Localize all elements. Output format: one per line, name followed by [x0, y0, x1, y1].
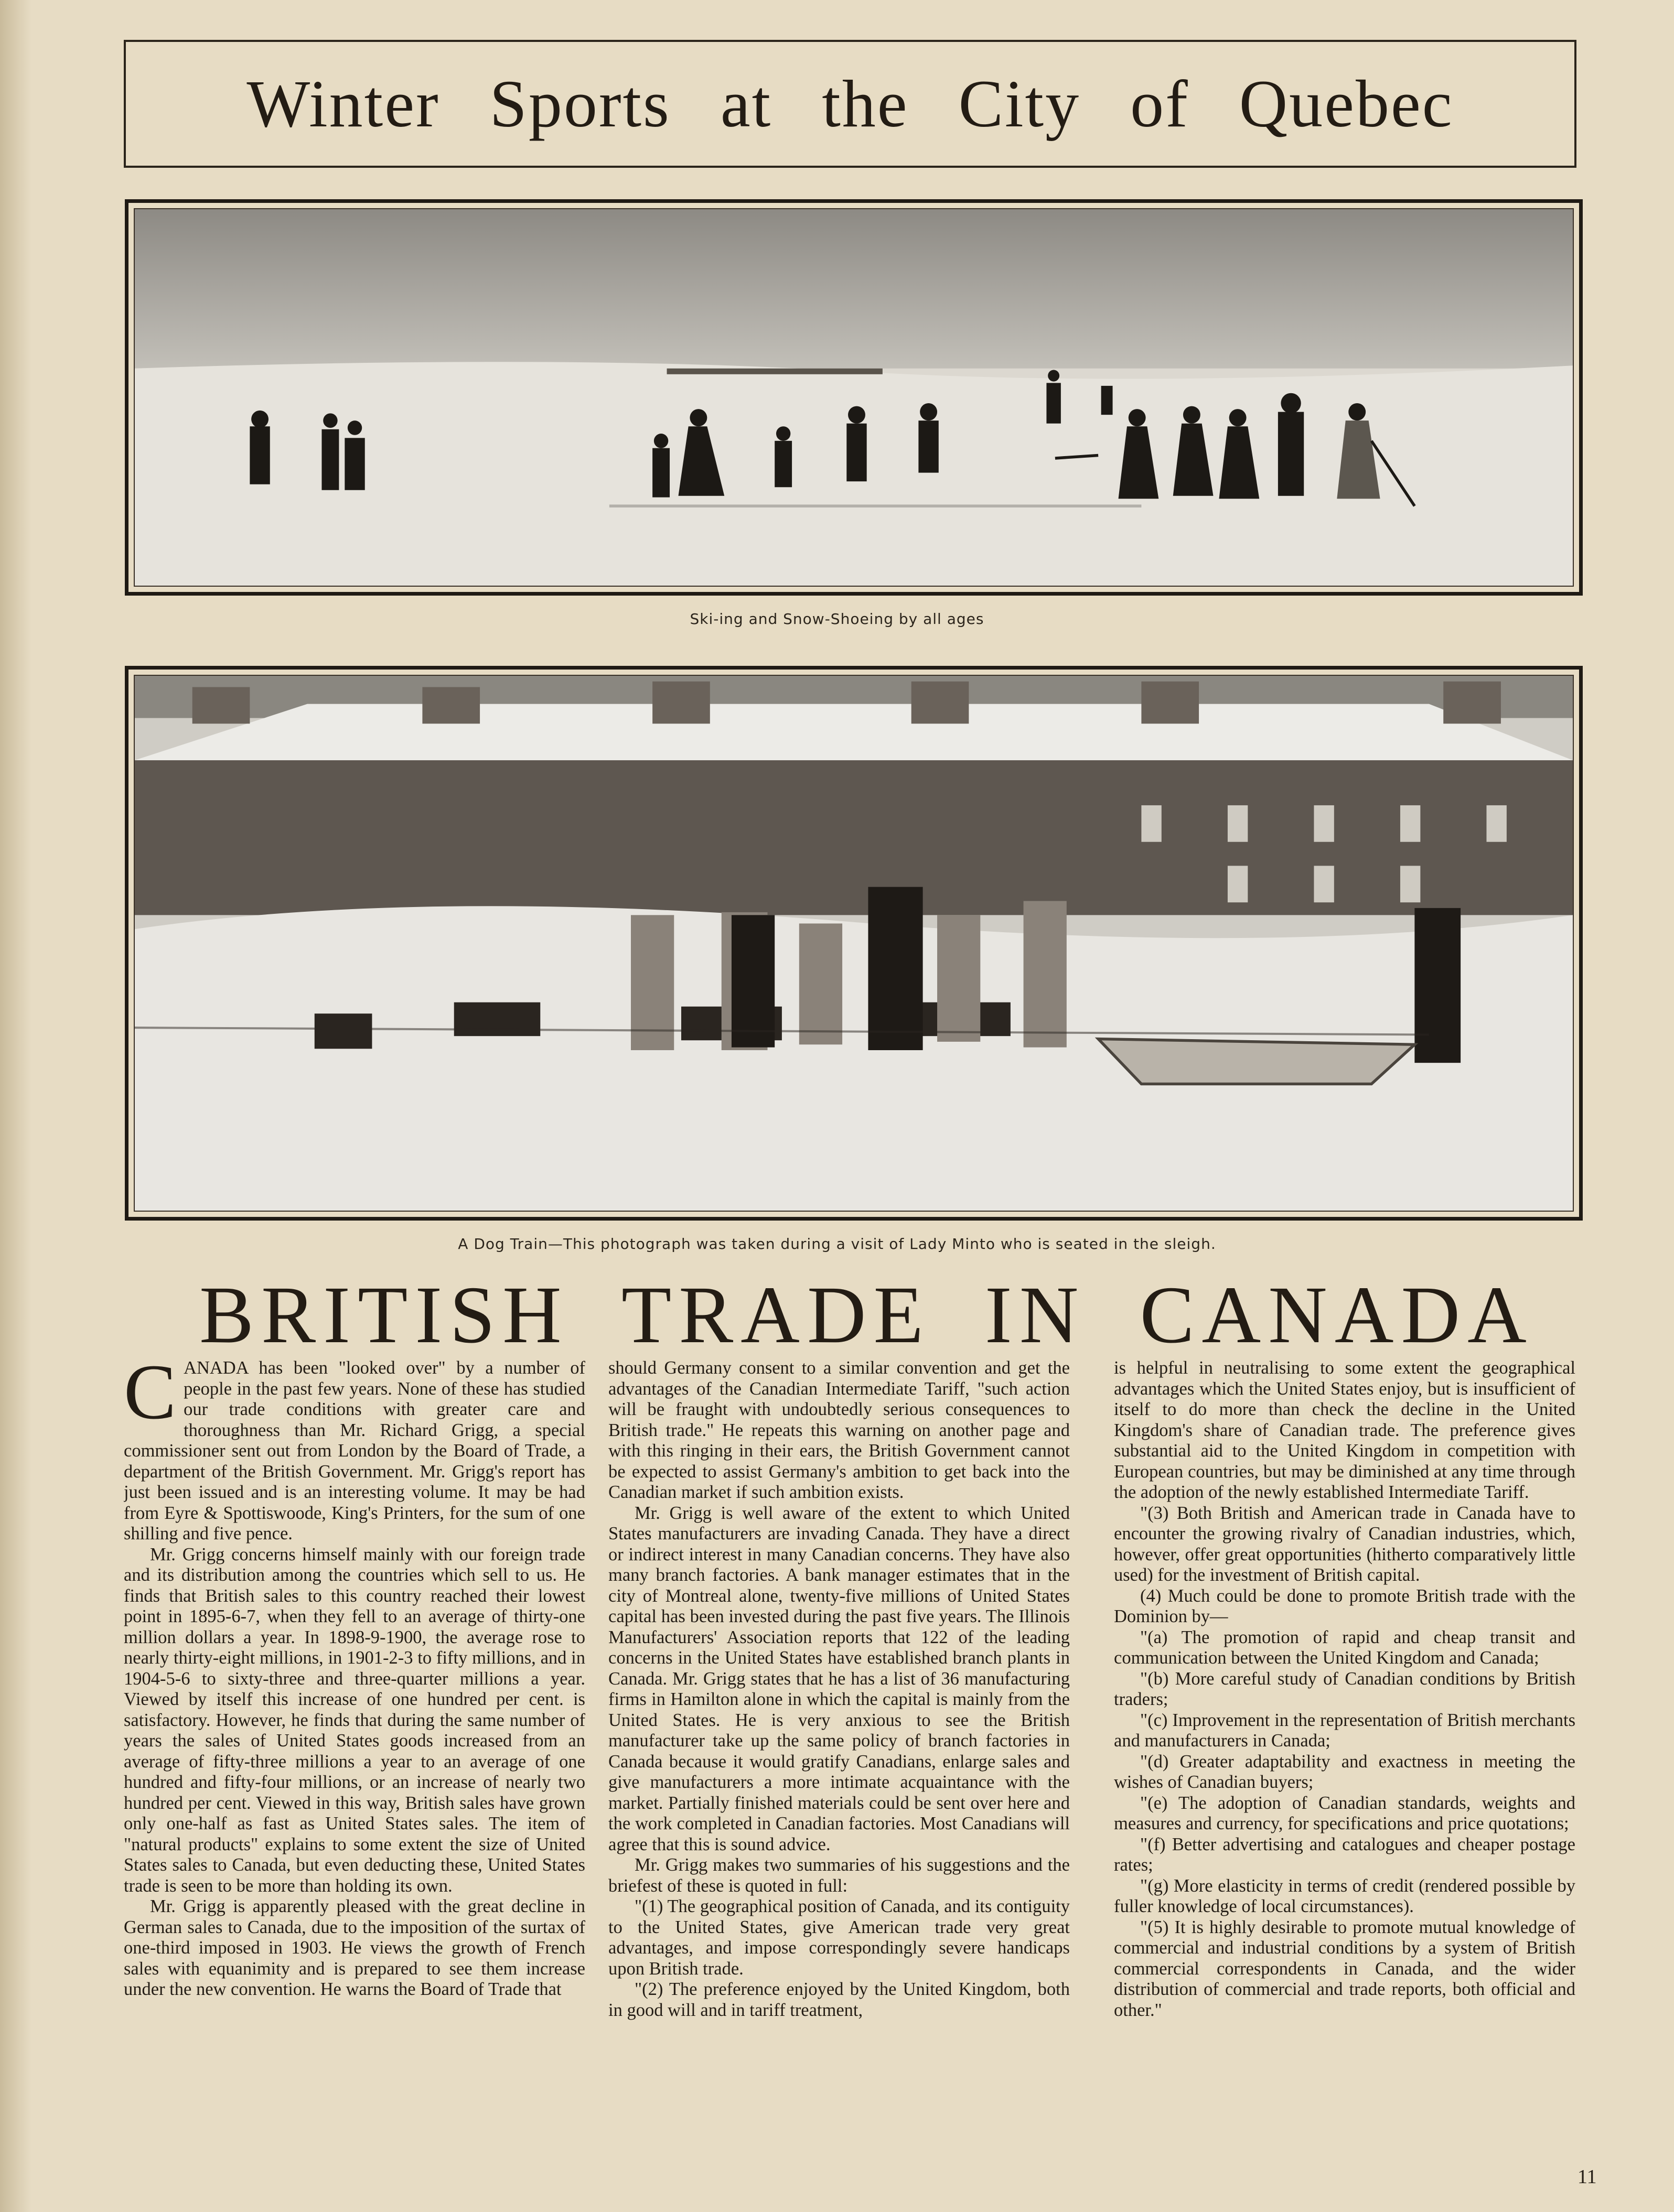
photo-dog-train	[125, 666, 1583, 1221]
article-paragraph: Mr. Grigg is well aware of the extent to which United States manufacturers are invading Canada. They have a direct or indirect interest in many Canadian concerns. They have also many branch factories. A bank manager estimates that in the city of Montreal alone, twenty-five millions of United States capital has been invested during the past five years. The Illinois Manufacturers' Association reports that 122 of the leading concerns in the United States have established branch plants in Canada. Mr. Grigg states that he has a list of 36 manufacturing firms in Hamilton alone in which the capital is mainly from the United States. He is very anxious to see the British manufacturer take up the same policy of branch factories in Canada because it would gratify Canadians, enlarge sales and give manufacturers a more intimate acquaintance with the market. Partially finished materials could be sent over here and the work completed in Canadian factories. Most Canadians will agree that this is sound advice.	[608, 1503, 1070, 1854]
photo-dog-train-caption: A Dog Train—This photograph was taken during a visit of Lady Minto who is seated in the sleigh.	[458, 1235, 1216, 1253]
article-paragraph: "(b) More careful study of Canadian conditions by British traders;	[1114, 1668, 1575, 1709]
article-paragraph: is helpful in neutralising to some extent the geographical advantages which the United States enjoy, but is insufficient of itself to do more than check the decline in the United Kingdom's share of Canadian trade. The preference gives substantial aid to the United Kingdom in competition with European countries, but may be diminished at any time through the adoption of the newly established Intermediate Tariff.	[1114, 1358, 1575, 1502]
article-paragraph: ANADA has been "looked over" by a number of people in the past few years. None of these has studied our trade conditions with greater care and thoroughness than Mr. Richard Grigg, a special commissioner sent out from London by the Board of Trade, a department of the British Government. Mr. Grigg's report has just been issued and is an interesting volume. It may be had from Eyre & Spottiswoode, King's Printers, for the sum of one shilling and five pence.	[124, 1358, 585, 1544]
article-paragraph: "(2) The preference enjoyed by the United Kingdom, both in good will and in tariff treatment,	[608, 1979, 1070, 2020]
article-paragraph: "(5) It is highly desirable to promote mutual knowledge of commercial and industrial conditions by a system of British commercial correspondents in Canada, and the wider distribution of commercial and trade reports, both official and other."	[1114, 1917, 1575, 2020]
article-paragraph: "(3) Both British and American trade in Canada have to encounter the growing rivalry of Canadian industries, which, however, offer great opportunities (hitherto comparatively little used) for the investment of British capital.	[1114, 1503, 1575, 1585]
article-paragraph: "(1) The geographical position of Canada, and its contiguity to the United States, give American trade very great advantages, and impose correspondingly severe handicaps upon British trade.	[608, 1896, 1070, 1979]
dog-train-illustration	[135, 676, 1573, 1211]
drop-cap: C	[124, 1358, 177, 1436]
photo-dog-train-image	[134, 675, 1574, 1212]
article-column-2	[608, 1358, 1070, 2155]
skiing-illustration	[135, 209, 1573, 586]
article-paragraph: "(f) Better advertising and catalogues and cheaper postage rates;	[1114, 1834, 1575, 1875]
photo-skiing-image	[134, 208, 1574, 587]
article-paragraph: "(d) Greater adaptability and exactness in meeting the wishes of Canadian buyers;	[1114, 1751, 1575, 1792]
article-paragraph: Mr. Grigg is apparently pleased with the great decline in German sales to Canada, due to the imposition of the surtax of one-third imposed in 1903. He views the growth of French sales with equanimity and is prepared to see them increase under the new convention. He warns the Board of Trade that	[124, 1896, 585, 1999]
masthead-title: Winter Sports at the City of Quebec	[246, 66, 1454, 141]
article-paragraph: "(g) More elasticity in terms of credit (rendered possible by fuller knowledge of local circumstances).	[1114, 1875, 1575, 1916]
article-paragraph: (4) Much could be done to promote British trade with the Dominion by—	[1114, 1585, 1575, 1626]
article-headline: BRITISH TRADE IN CANADA	[199, 1269, 1534, 1360]
page-number: 11	[1578, 2166, 1597, 2188]
article-paragraph: "(e) The adoption of Canadian standards, weights and measures and currency, for specifications and price quotations;	[1114, 1793, 1575, 1833]
photo-skiing	[125, 199, 1583, 596]
article-column-1	[124, 1358, 585, 2155]
article-paragraph: Mr. Grigg makes two summaries of his suggestions and the briefest of these is quoted in full:	[608, 1855, 1070, 1896]
article-paragraph: should Germany consent to a similar convention and get the advantages of the Canadian Intermediate Tariff, "such action will be fraught with undoubtedly serious consequences to British trade." He repeats this warning on another page and with this ringing in their ears, the British Government cannot be expected to assist Germany's ambition to get back into the Canadian market if such ambition exists.	[608, 1358, 1070, 1502]
article-paragraph: Mr. Grigg concerns himself mainly with our foreign trade and its distribution among the countries which sell to us. He finds that British sales to this country reached their lowest point in 1895-6-7, when they fell to an average of thirty-one million dollars a year. In 1898-9-1900, the average rose to nearly thirty-eight millions, in 1901-2-3 to fifty millions, and in 1904-5-6 to sixty-three and three-quarter millions a year. Viewed by itself this increase of one hundred per cent. is satisfactory. However, he finds that during the same number of years the sales of United States goods increased from an average of fifty-three millions a year to an average of one hundred and fifty-four millions, or an increase of nearly two hundred per cent. Viewed in this way, British sales have grown only one-half as fast as United States sales. The item of "natural products" explains to some extent the size of United States sales to Canada, but even deducting these, United States trade is seen to be more than holding its own.	[124, 1544, 585, 1896]
article-paragraph: "(a) The promotion of rapid and cheap transit and communication between the United Kingdom and Canada;	[1114, 1627, 1575, 1668]
article-paragraph: "(c) Improvement in the representation of British merchants and manufacturers in Canada;	[1114, 1710, 1575, 1751]
article-column-3	[1114, 1358, 1575, 2155]
masthead-box	[124, 40, 1576, 168]
photo-skiing-caption: Ski-ing and Snow-Shoeing by all ages	[690, 610, 984, 628]
